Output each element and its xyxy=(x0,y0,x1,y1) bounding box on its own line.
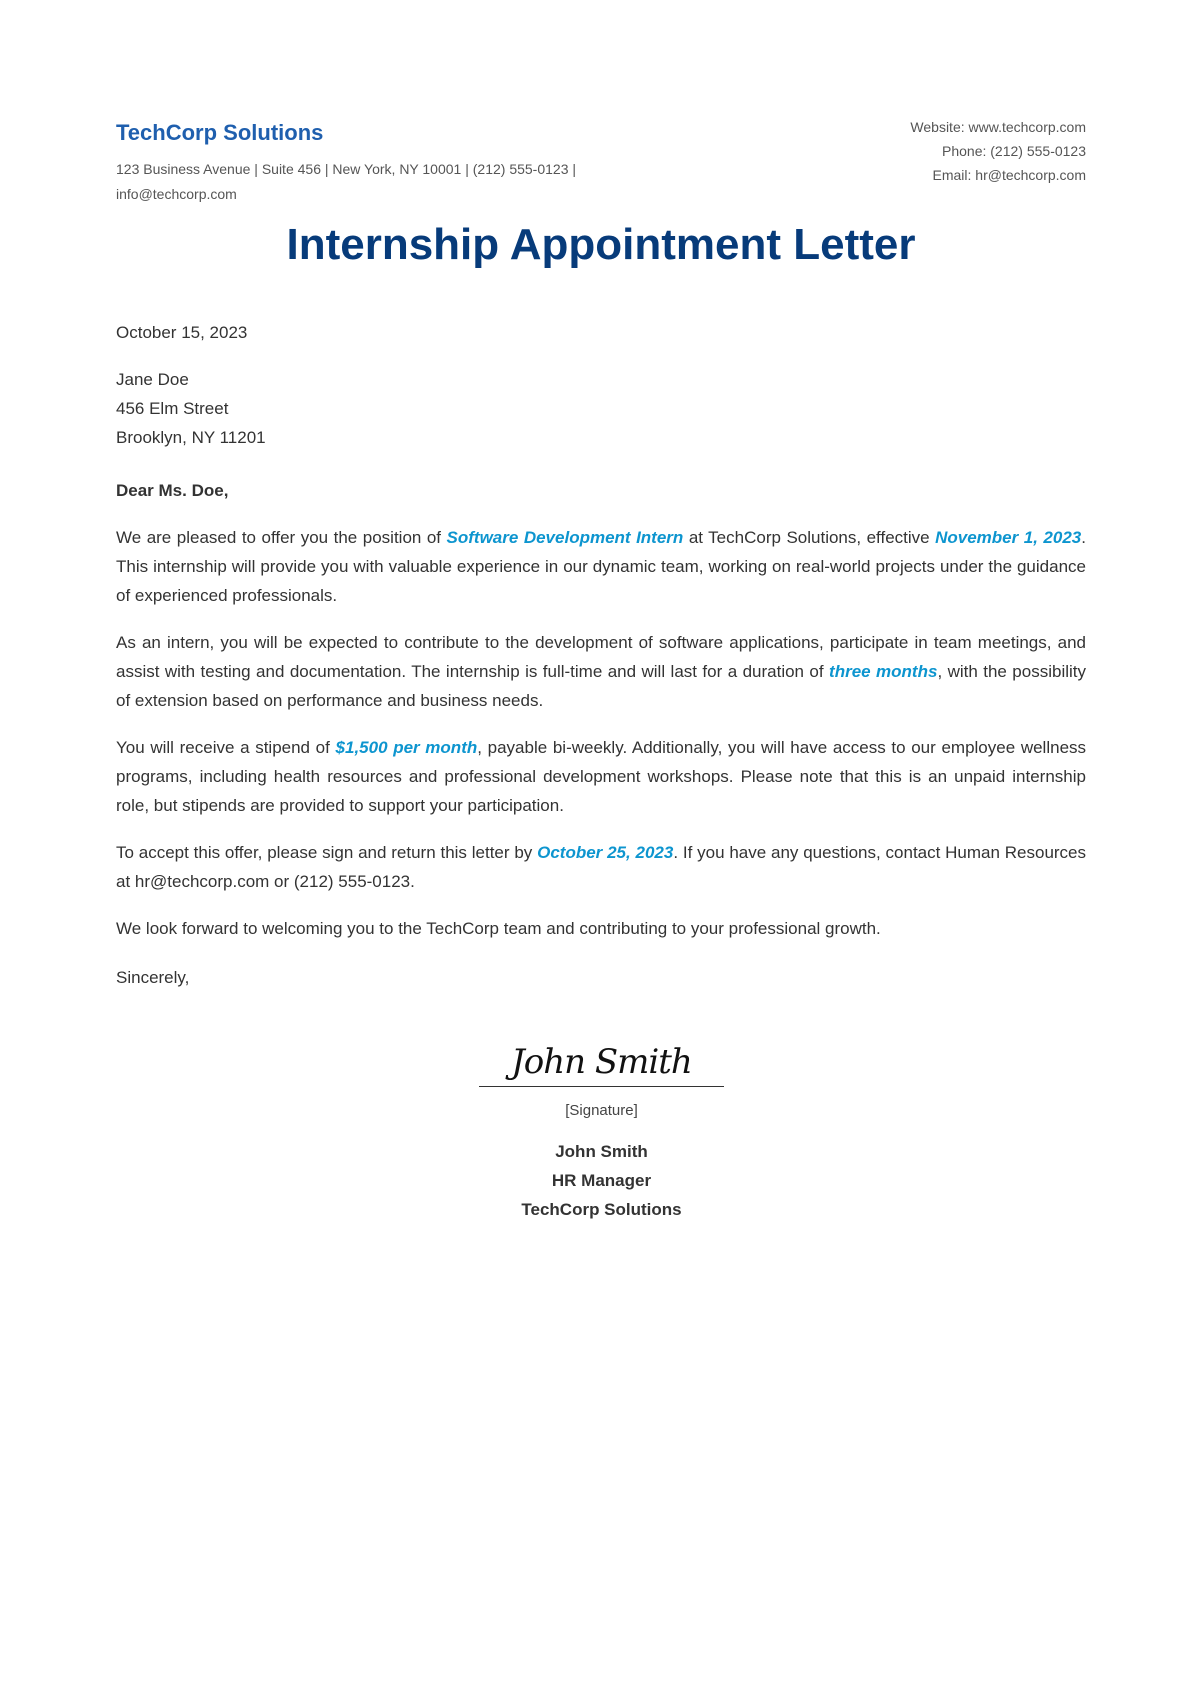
start-date-highlight: November 1, 2023 xyxy=(935,528,1082,547)
text: We are pleased to offer you the position of xyxy=(116,528,447,547)
closing: Sincerely, xyxy=(116,968,190,987)
paragraph-duties xyxy=(116,628,1086,715)
signature-block xyxy=(479,1040,724,1224)
salutation: Dear Ms. Doe, xyxy=(116,481,229,500)
contact-phone: Phone: (212) 555-0123 xyxy=(942,143,1086,159)
recipient-city: Brooklyn, NY 11201 xyxy=(116,428,266,447)
letter-title: Internship Appointment Letter xyxy=(286,220,916,269)
signer-company: TechCorp Solutions xyxy=(521,1200,682,1219)
contact-block xyxy=(910,115,1086,187)
text: , with the possibility of extension based on performance and business needs. xyxy=(116,662,1087,710)
letter-page xyxy=(116,100,1086,205)
text: , payable bi-weekly. Additionally, you will have access to our employee wellness programs, including health resources and professional development workshops. Please note that this is an unpaid internship role, but stipends are provided to support your participation. xyxy=(116,738,1087,815)
signature-label: [Signature] xyxy=(565,1102,638,1119)
signature-line xyxy=(479,1086,724,1087)
recipient-street: 456 Elm Street xyxy=(116,399,229,418)
paragraph-offer xyxy=(116,523,1086,610)
handwritten-signature: John Smith xyxy=(511,1042,692,1082)
text: . This internship will provide you with valuable experience in our dynamic team, working on real-world projects under the guidance of experienced professionals. xyxy=(116,528,1086,605)
deadline-highlight: October 25, 2023 xyxy=(537,843,674,862)
text: at TechCorp Solutions, effective xyxy=(683,528,936,547)
text: To accept this offer, please sign and return this letter by xyxy=(116,843,538,862)
letter-date: October 15, 2023 xyxy=(116,323,248,342)
signer-role: HR Manager xyxy=(551,1171,652,1190)
duration-highlight: three months xyxy=(829,662,938,681)
paragraph-closing-remark: We look forward to welcoming you to the TechCorp team and contributing to your professional growth. xyxy=(116,919,881,938)
letter-paragraphs xyxy=(116,523,1086,961)
contact-website: Website: www.techcorp.com xyxy=(910,119,1086,135)
paragraph-stipend xyxy=(116,733,1086,820)
text: You will receive a stipend of xyxy=(116,738,336,757)
company-address: 123 Business Avenue | Suite 456 | New York, NY 10001 | (212) 555-0123 | info@techcorp.com xyxy=(116,161,577,202)
signer-name: John Smith xyxy=(555,1142,648,1161)
stipend-highlight: $1,500 per month xyxy=(335,738,478,757)
paragraph-acceptance xyxy=(116,838,1086,896)
contact-email: Email: hr@techcorp.com xyxy=(932,167,1086,183)
recipient-address xyxy=(116,365,266,452)
letterhead xyxy=(116,100,1086,205)
text: As an intern, you will be expected to contribute to the development of software applications, participate in team meetings, and assist with testing and documentation. The internship is full-time and will last for a duration of xyxy=(116,633,1086,681)
text: . If you have any questions, contact Human Resources at hr@techcorp.com or (212) 555-0123. xyxy=(116,843,1087,891)
position-highlight: Software Development Intern xyxy=(446,528,684,547)
recipient-name: Jane Doe xyxy=(116,370,189,389)
company-name: TechCorp Solutions xyxy=(116,120,324,145)
